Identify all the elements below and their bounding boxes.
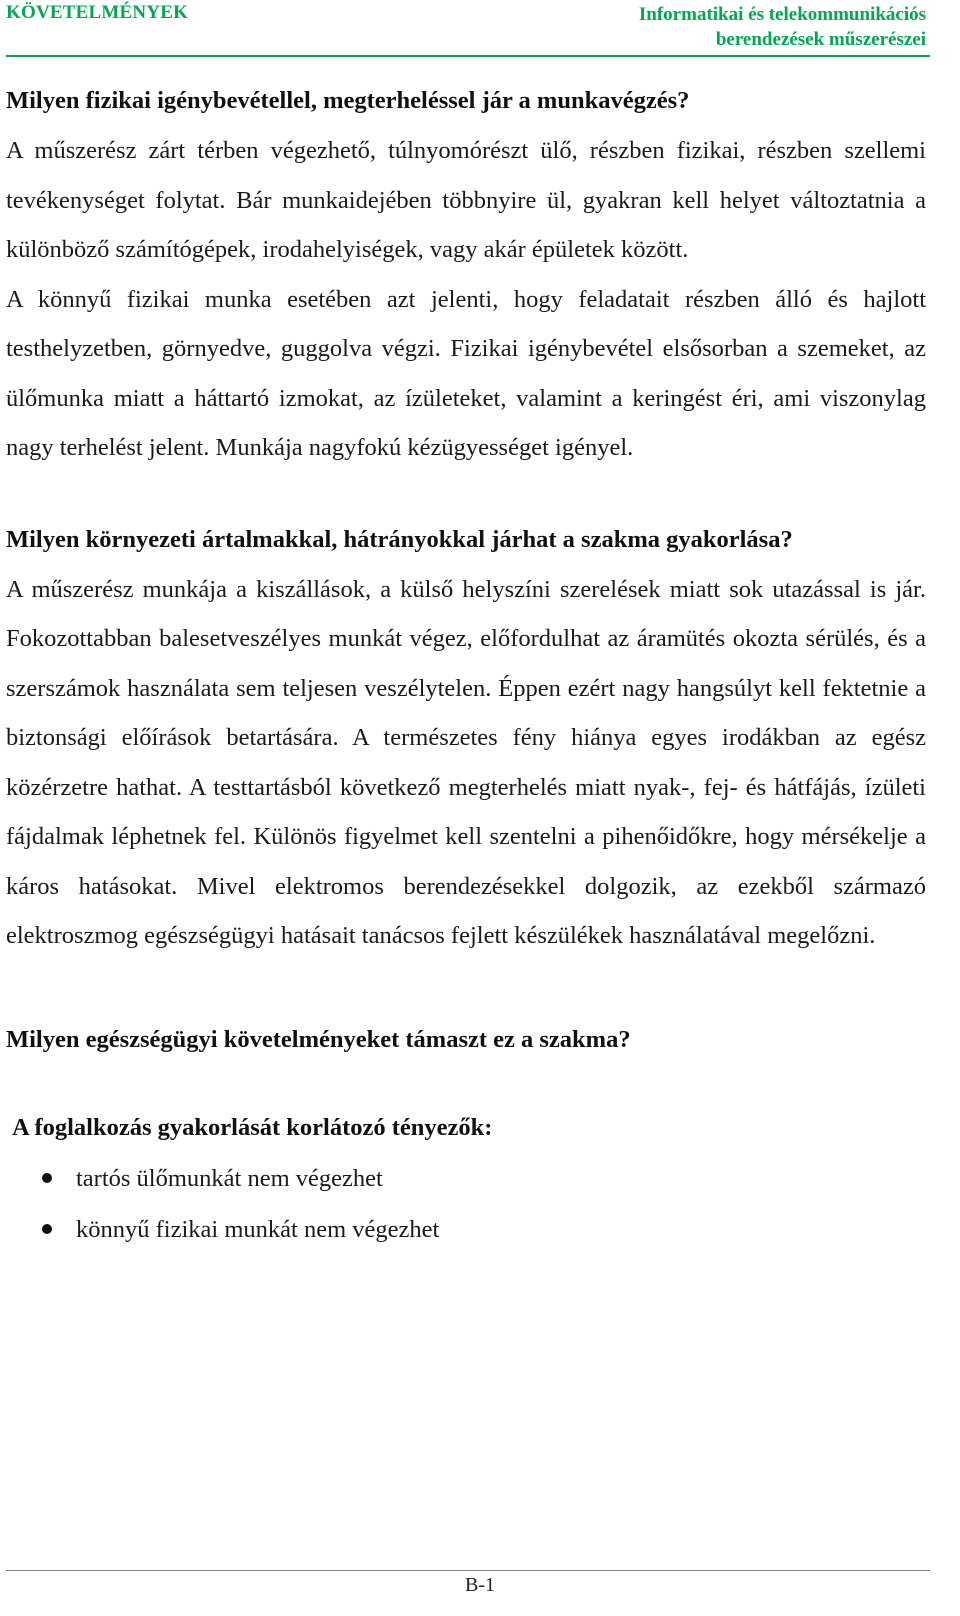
- section-heading-physical: Milyen fizikai igénybevétellel, megterheléssel jár a munkavégzés?: [6, 87, 690, 114]
- paragraph-physical-1: A műszerész zárt térben végezhető, túlnyomórészt ülő, részben fizikai, részben szellemi tevékenységet folytat. Bár munkaidejében többnyire ül, gyakran kell helyet változtatnia a különböző számítógépek, irodahelyiségek, vagy akár épületek között.: [6, 137, 926, 263]
- page-number: B-1: [465, 1574, 495, 1596]
- limiting-factors-list: [6, 1153, 926, 1255]
- spacer: [6, 473, 926, 515]
- section-heading-health: Milyen egészségügyi követelményeket támaszt ez a szakma?: [6, 1025, 631, 1053]
- bullet-icon: [42, 1173, 52, 1183]
- header-subtitle-line1: Informatikai és telekommunikációs: [638, 4, 926, 25]
- list-item: [6, 1153, 926, 1204]
- header-divider: [6, 55, 930, 57]
- list-item-text: könnyű fizikai munkát nem végezhet: [76, 1215, 440, 1243]
- spacer: [6, 961, 926, 1015]
- paragraph-physical-2: A könnyű fizikai munka esetében azt jelenti, hogy feladatait részben álló és hajlott testhelyzetben, görnyedve, guggolva végzi. Fizikai igénybevétel elsősorban a szemeket, az ülőmunka miatt a háttartó izmokat, az ízületeket, valamint a keringést éri, ami viszonylag nagy terhelést jelent. Munkája nagyfokú kézügyességet igényel.: [6, 285, 926, 461]
- list-item: [6, 1204, 926, 1255]
- section-heading-environment: Milyen környezeti ártalmakkal, hátrányokkal járhat a szakma gyakorlása?: [6, 525, 793, 553]
- header-title: KÖVETELMÉNYEK: [6, 2, 189, 23]
- paragraph-environment: A műszerész munkája a kiszállások, a külső helyszíni szerelések miatt sok utazással is jár. Fokozottabban balesetveszélyes munkát végez, előfordulhat az áramütés okozta sérülés, és a szerszámok használata sem teljesen veszélytelen. Éppen ezért nagy hangsúlyt kell fektetnie a biztonsági előírások betartására. A természetes fény hiánya egyes irodákban az egész közérzetre hathat. A testtartásból következő megterhelés miatt nyak-, fej- és hátfájás, ízületi fájdalmak léphetnek fel. Különös figyelmet kell szentelni a pihenőidőkre, hogy mérsékelje a káros hatásokat. Mivel elektromos berendezésekkel dolgozik, az ezekből származó elektroszmog egészségügyi hatásait tanácsos fejlett készülékek használatával megelőzni.: [6, 575, 926, 949]
- header-subtitle: [566, 2, 926, 52]
- bullet-icon: [42, 1224, 52, 1234]
- subheading-limiting-factors: A foglalkozás gyakorlását korlátozó tényezők:: [12, 1113, 493, 1141]
- list-item-text: tartós ülőmunkát nem végezhet: [76, 1164, 383, 1192]
- document-body: [6, 76, 926, 1255]
- header-subtitle-line2: berendezések műszerészei: [715, 29, 926, 50]
- footer-divider: [6, 1570, 930, 1571]
